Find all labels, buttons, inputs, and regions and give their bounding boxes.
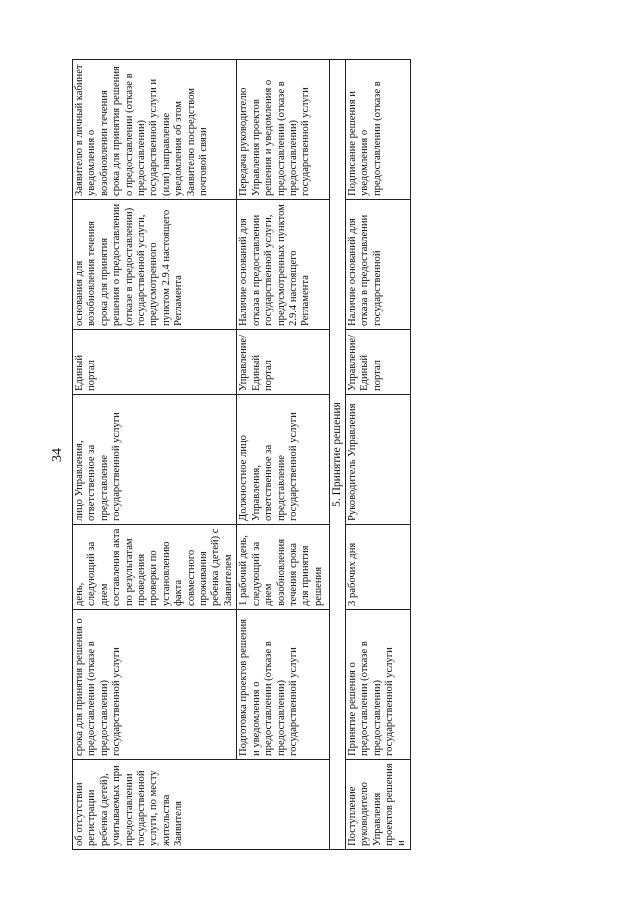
table-cell: Принятие решения о предоставлении (отказе в предоставлении) государственной услуги xyxy=(345,610,410,760)
table-cell: Руководитель Управления xyxy=(345,395,410,525)
table-cell: Наличие оснований для отказа в предоставлении государственной xyxy=(345,200,410,330)
table-cell: Должностное лицо Управления, ответственное за представление государственной услуги xyxy=(237,395,330,525)
table-cell: Заявителю в личный кабинет уведомления о возобновлении течения срока для принятия решения о предоставлении (отказе в предоставлении) государственной услуги и (или) направление уведомления об этом Заявителю посредством почтовой связи xyxy=(73,60,237,200)
table-cell: Управление/ Единый портал xyxy=(345,330,410,395)
table-cell: об отсутствии регистрации ребенка (детей), учитываемых при предоставлении государственной услуги, по месту жительства Заявителя xyxy=(73,760,330,850)
table-row xyxy=(73,60,237,850)
table-cell: лицо Управления, ответственное за представление государственной услуги xyxy=(73,395,237,525)
table-cell: Поступление руководителю Управления проектов решения и xyxy=(345,760,410,850)
table-row xyxy=(237,60,330,850)
table-cell: Наличие оснований для отказа в предоставлении государственной услуги, предусмотренных пунктом 2.9.4 настоящего Регламента xyxy=(237,200,330,330)
page-number: 34 xyxy=(50,448,65,462)
table-cell: Передача руководителю Управления проектов решения и уведомления о предоставлении (отказе в предоставлении) государственной услуги xyxy=(237,60,330,200)
table-row xyxy=(345,60,410,850)
table-cell: Подписание решения и уведомления о предоставлении (отказе в xyxy=(345,60,410,200)
table-cell: 1 рабочий день, следующий за днем возобновления течения срока для принятия решения xyxy=(237,525,330,610)
section-title: 5. Принятие решения xyxy=(330,60,345,850)
section-row xyxy=(330,60,345,850)
table-cell: Единый портал xyxy=(73,330,237,395)
table-cell: день, следующий за днем составления акта по результатам проведения проверки по установлению факта совместного проживания ребенка (детей) с Заявителем xyxy=(73,525,237,610)
table-cell: Управление/ Единый портал xyxy=(237,330,330,395)
table-cell: 3 рабочих дня xyxy=(345,525,410,610)
table-cell: Подготовка проектов решения и уведомления о предоставлении (отказе в предоставлении) государственной услуги xyxy=(237,610,330,760)
table-cell: основания для возобновления течения срока для принятия решения о предоставлении (отказе в предоставлении) государственной услуги, предусмотренного пунктом 2.9.4 настоящего Регламента xyxy=(73,200,237,330)
procedure-table xyxy=(72,59,411,850)
table-cell: срока для принятия решения о предоставлении (отказе в предоставлении) государственной услуги xyxy=(73,610,237,760)
rotated-page-content xyxy=(50,60,520,850)
